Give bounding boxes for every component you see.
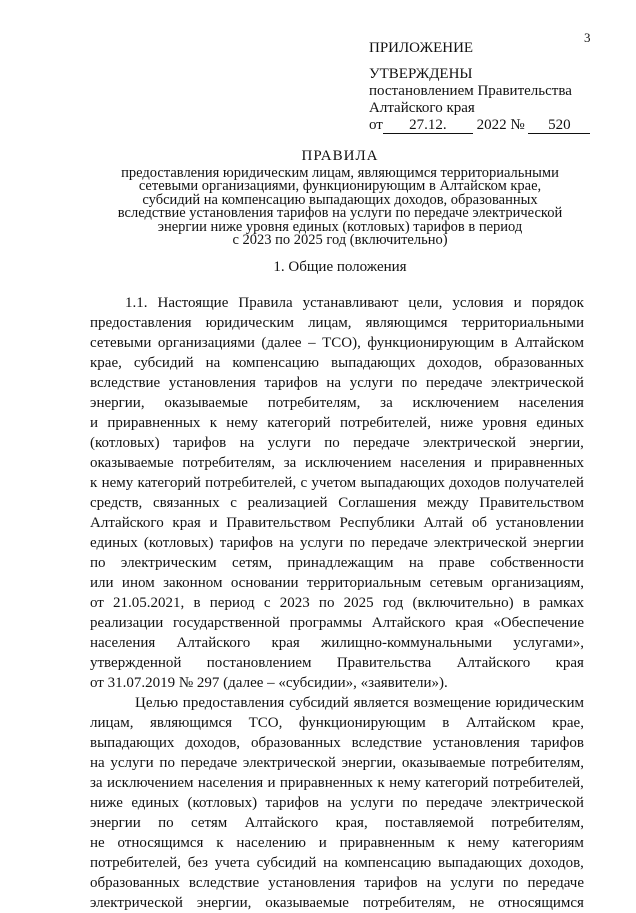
body-word: относящимся xyxy=(498,895,584,911)
body-word: Алтайском xyxy=(514,335,584,351)
body-word: (котловых) xyxy=(90,435,160,451)
body-word: единых xyxy=(90,535,138,551)
body-word: за xyxy=(90,775,103,791)
body-word: Алтай xyxy=(423,515,464,531)
body-word: потребителям, xyxy=(491,815,584,831)
body-word: выпадающих xyxy=(331,355,416,371)
body-word: населения xyxy=(90,635,156,651)
body-word: услугами», xyxy=(513,635,584,651)
body-word: юридическим xyxy=(205,315,295,331)
rules-subtitle-line: с 2023 по 2025 год (включительно) xyxy=(232,232,448,249)
body-word: Алтайского xyxy=(176,635,251,651)
body-word: к xyxy=(447,835,455,851)
body-word: услуги xyxy=(350,795,394,811)
body-word: основании xyxy=(230,575,299,591)
body-word: тарифов xyxy=(364,875,418,891)
body-word: субсидий xyxy=(133,355,194,371)
body-word: населению xyxy=(236,835,306,851)
body-word: по xyxy=(90,555,106,571)
body-line xyxy=(90,613,584,633)
body-word: электрической xyxy=(242,755,336,771)
body-word: (включительно) xyxy=(412,595,514,611)
body-word: Республики xyxy=(339,515,415,531)
body-word: края xyxy=(455,615,484,631)
body-line xyxy=(90,493,584,513)
body-word: Алтайского xyxy=(90,515,164,531)
body-word: предоставления xyxy=(90,315,192,331)
body-word: Соглашения xyxy=(338,495,417,511)
body-word: на xyxy=(205,355,221,371)
body-word: компенсацию xyxy=(344,855,432,871)
body-word: Правительства xyxy=(336,655,432,671)
body-word: крае, xyxy=(90,355,122,371)
body-word: и xyxy=(267,775,276,791)
body-word: края, xyxy=(335,815,368,831)
body-word: тарифов xyxy=(219,535,273,551)
appendix-block xyxy=(369,40,590,134)
body-word: энергии, xyxy=(196,895,252,911)
body-word: исключением xyxy=(305,455,392,471)
body-word: Алтайского xyxy=(371,615,446,631)
body-line xyxy=(90,313,584,333)
body-word: тарифов xyxy=(530,735,584,751)
body-word: энергии, xyxy=(529,435,584,451)
body-word: потребителей, xyxy=(492,775,584,791)
body-word: по xyxy=(324,435,340,451)
body-word: сетевым xyxy=(429,575,483,591)
body-word: поставляемой xyxy=(385,815,474,831)
body-word: с xyxy=(263,595,271,611)
body-line xyxy=(90,793,584,813)
body-word: за xyxy=(283,455,297,471)
body-word: в xyxy=(500,335,508,351)
body-word: (далее xyxy=(261,335,302,351)
body-word: нему xyxy=(467,835,500,851)
body-word: к xyxy=(216,835,224,851)
region-line: Алтайского края xyxy=(369,100,475,116)
body-word: электрической xyxy=(433,535,527,551)
body-word: относящимся xyxy=(117,835,204,851)
rules-subtitle-line: сетевыми организациями, функционирующим в Алтайском крае, xyxy=(138,178,542,195)
approved-by-line: постановлением Правительства xyxy=(369,83,572,99)
body-word: населения xyxy=(197,775,264,791)
body-word: являющимся xyxy=(150,715,233,731)
body-word: приравненных xyxy=(107,415,201,431)
body-word: средств, xyxy=(90,495,143,511)
body-word: субсидий xyxy=(256,855,317,871)
body-word: потребителям, xyxy=(491,755,584,771)
body-word: по xyxy=(402,795,418,811)
body-word: период xyxy=(209,595,255,611)
body-word: услуги xyxy=(267,435,311,451)
body-word: доходов, xyxy=(427,355,483,371)
body-word: на xyxy=(426,875,442,891)
body-word: вследствие xyxy=(351,735,422,751)
appendix-title: ПРИЛОЖЕНИЕ xyxy=(369,40,474,56)
body-line xyxy=(90,733,584,753)
body-word: Алтайского xyxy=(244,815,319,831)
body-word: оказываемые xyxy=(164,395,248,411)
body-word: электрической xyxy=(491,375,584,391)
body-word: услуги xyxy=(349,375,394,391)
body-word: связанных xyxy=(152,495,220,511)
body-word: ТСО, xyxy=(248,715,283,731)
body-word: выпадающих xyxy=(360,475,445,491)
body-word: уровня xyxy=(482,415,527,431)
body-word: приравненных xyxy=(490,455,584,471)
body-word: Правила xyxy=(238,295,293,311)
body-word: «заявители»). xyxy=(360,675,448,691)
body-word: принадлежащим xyxy=(287,555,394,571)
body-word: передаче xyxy=(180,755,238,771)
body-word: доходов, xyxy=(529,855,584,871)
body-word: (котловых) xyxy=(187,795,258,811)
body-word: по xyxy=(349,535,366,551)
body-word: передаче xyxy=(527,875,584,891)
body-word: услуги xyxy=(450,875,494,891)
body-word: оказываемые xyxy=(401,755,486,771)
body-line xyxy=(90,673,584,693)
body-word: учетом xyxy=(311,475,357,491)
body-word: жилищно-коммунальными xyxy=(321,635,492,651)
body-word: функционирующим xyxy=(367,335,495,351)
body-word: на xyxy=(90,755,105,771)
body-word: электрическим xyxy=(120,555,217,571)
body-line xyxy=(90,413,584,433)
body-word: приравненных xyxy=(279,775,374,791)
body-word: за xyxy=(380,395,393,411)
body-word: энергии xyxy=(90,815,141,831)
body-line xyxy=(90,513,584,533)
body-word: 2023 xyxy=(279,595,310,611)
body-word: реализации xyxy=(90,615,164,631)
body-word: нему xyxy=(389,775,421,791)
body-word: в xyxy=(522,595,530,611)
body-word: 2025 xyxy=(343,595,374,611)
body-word: – xyxy=(267,675,279,691)
rules-title: ПРАВИЛА xyxy=(301,148,379,164)
body-line xyxy=(90,393,584,413)
body-word: тарифов xyxy=(173,435,227,451)
body-line xyxy=(90,633,584,653)
body-word: учета xyxy=(214,855,250,871)
body-line xyxy=(90,293,584,313)
body-word: с xyxy=(300,475,308,491)
body-word: оказываемые xyxy=(265,895,349,911)
date-value: 27.12. xyxy=(383,117,473,134)
year-value: 2022 № xyxy=(476,117,525,133)
body-word: населения xyxy=(400,455,466,471)
body-word: электрической xyxy=(490,795,584,811)
body-word: (далее xyxy=(223,675,268,691)
body-word: получателей xyxy=(504,475,584,491)
body-word: населения xyxy=(518,395,584,411)
body-word: по xyxy=(159,755,175,771)
body-word: энергии, xyxy=(90,395,145,411)
rules-subtitle-line: субсидий на компенсацию выпадающих доходов, образованных xyxy=(142,191,538,208)
body-word: юридическим xyxy=(495,695,584,711)
body-word: категорий xyxy=(425,775,489,791)
body-word: потребителей, xyxy=(339,415,431,431)
body-word: 21.05.2021, xyxy=(113,595,185,611)
body-word: энергии, xyxy=(341,755,397,771)
body-word: организациям, xyxy=(491,575,584,591)
body-word: на xyxy=(408,555,424,571)
body-word: категориям xyxy=(512,835,584,851)
body-word: территориальным xyxy=(306,575,422,591)
body-word: субсидий xyxy=(289,695,349,711)
body-word: утвержденной xyxy=(90,655,182,671)
body-word: образованных xyxy=(90,875,180,891)
body-line xyxy=(90,433,584,453)
body-word: установления xyxy=(168,375,256,391)
body-word: устанавливают xyxy=(302,295,399,311)
body-word: исключением xyxy=(106,775,194,791)
body-word: передаче xyxy=(425,375,483,391)
body-word: ином xyxy=(121,575,155,591)
approved-label: УТВЕРЖДЕНЫ xyxy=(369,66,473,82)
body-word: государственной xyxy=(173,615,280,631)
body-word: законном xyxy=(163,575,223,591)
body-word: ниже xyxy=(440,415,474,431)
body-word: тарифов xyxy=(265,795,319,811)
body-word: к xyxy=(209,415,218,431)
body-word: реализацией xyxy=(247,495,328,511)
body-word: порядок xyxy=(531,295,584,311)
body-word: лицам, xyxy=(90,715,134,731)
body-word: вследствие xyxy=(90,375,161,391)
body-word: 31.07.2019 xyxy=(107,675,179,691)
body-word: являющимся xyxy=(365,315,448,331)
body-word: вследствие xyxy=(188,875,260,891)
body-line xyxy=(90,533,584,553)
body-word: исключением xyxy=(412,395,499,411)
body-word: ТСО), xyxy=(322,335,361,351)
body-line xyxy=(90,873,584,893)
rules-subtitle-line: предоставления юридическим лицам, являющимся территориальными xyxy=(121,165,559,181)
body-word: по xyxy=(502,875,519,891)
body-word: и xyxy=(90,415,99,431)
body-word: Целью xyxy=(135,695,179,711)
body-word: Правительством xyxy=(226,515,331,531)
body-word: на xyxy=(279,535,294,551)
body-word: с xyxy=(230,495,237,511)
body-word: крае, xyxy=(552,715,584,731)
body-word: территориальными xyxy=(461,315,584,331)
section-heading: 1. Общие положения xyxy=(273,259,407,275)
body-line xyxy=(90,553,584,573)
body-word: потребителей, xyxy=(90,855,182,871)
body-line xyxy=(90,333,584,353)
body-word: установления xyxy=(432,735,520,751)
body-line xyxy=(90,353,584,373)
body-word: сетям, xyxy=(232,555,272,571)
body-word: праве xyxy=(438,555,475,571)
body-word: постановлением xyxy=(206,655,312,671)
body-word: между xyxy=(427,495,469,511)
body-line xyxy=(90,853,584,873)
body-word: программы xyxy=(289,615,363,631)
body-word: – xyxy=(308,335,316,351)
body-word: Алтайского xyxy=(456,655,531,671)
body-word: цели, xyxy=(408,295,443,311)
body-word: по xyxy=(318,595,335,611)
body-word: выпадающих xyxy=(90,735,175,751)
body-word: компенсацию xyxy=(232,355,320,371)
body-word: рамках xyxy=(539,595,584,611)
body-line xyxy=(90,453,584,473)
body-word: категорий xyxy=(137,475,201,491)
body-line xyxy=(90,373,584,393)
body-word: передаче xyxy=(371,535,428,551)
body-word: и xyxy=(513,295,522,311)
body-word: функционирующим xyxy=(298,715,426,731)
body-word: края xyxy=(172,515,201,531)
rules-subtitle-line: энергии ниже уровня единых (котловых) тарифов в период xyxy=(157,218,523,235)
body-word: на xyxy=(239,435,255,451)
date-line xyxy=(369,117,590,134)
body-word: электрической xyxy=(423,435,516,451)
body-word: в xyxy=(442,715,450,731)
decree-number: 520 xyxy=(528,117,590,134)
body-word: организациями xyxy=(157,335,255,351)
body-word: в xyxy=(193,595,201,611)
body-word: Правительством xyxy=(479,495,584,511)
body-word: услуги xyxy=(300,535,344,551)
body-word: и xyxy=(318,835,327,851)
body-word: потребителей, xyxy=(205,475,297,491)
body-word: 297 xyxy=(196,675,224,691)
body-line xyxy=(90,653,584,673)
body-word: сетям xyxy=(191,815,228,831)
body-word: или xyxy=(90,575,114,591)
date-prefix: от xyxy=(369,117,383,133)
body-word: собственности xyxy=(490,555,584,571)
body-word: доходов, xyxy=(185,735,241,751)
body-word: потребителям, xyxy=(267,395,361,411)
body-word: установления xyxy=(268,875,356,891)
body-word: электрической xyxy=(90,895,183,911)
body-word: передаче xyxy=(426,795,483,811)
body-word: к xyxy=(377,775,385,791)
body-line xyxy=(90,893,584,913)
body-word: на xyxy=(323,855,338,871)
body-line xyxy=(90,813,584,833)
body-word: «субсидии», xyxy=(278,675,361,691)
body-word: ниже xyxy=(90,795,123,811)
body-word: к xyxy=(90,475,98,491)
body-word: потребителям, xyxy=(362,895,456,911)
body-word: предоставления xyxy=(182,695,285,711)
body-line xyxy=(90,713,584,733)
rules-subtitle-line: вследствие установления тарифов на услуги по передаче электрической xyxy=(117,205,563,222)
body-word: нему xyxy=(226,415,258,431)
body-line xyxy=(90,573,584,593)
body-word: не xyxy=(90,835,105,851)
body-word: не xyxy=(469,895,485,911)
body-word: и xyxy=(474,455,483,471)
body-word: энергии xyxy=(533,535,584,551)
body-word: Алтайском xyxy=(465,715,536,731)
body-word: образованных xyxy=(494,355,584,371)
body-word: 1.1. xyxy=(125,295,148,311)
body-word: по xyxy=(401,375,418,391)
body-word: оказываемые xyxy=(90,455,174,471)
body-word: от xyxy=(90,675,108,691)
body-line xyxy=(90,593,584,613)
body-word: по xyxy=(158,815,174,831)
body-word: нему xyxy=(101,475,134,491)
body-word: тарифов xyxy=(264,375,318,391)
body-word: Настоящие xyxy=(157,295,229,311)
body-word: установлении xyxy=(495,515,584,531)
body-word: является xyxy=(353,695,409,711)
body-word: выпадающих xyxy=(438,855,523,871)
body-line xyxy=(90,833,584,853)
body-word: единых xyxy=(131,795,180,811)
body-word: и xyxy=(209,515,218,531)
body-word: категорий xyxy=(267,415,331,431)
rules-title-block xyxy=(60,148,620,247)
page-number: 3 xyxy=(584,30,591,45)
body-word: возмещение xyxy=(413,695,491,711)
body-word: потребителям, xyxy=(182,455,276,471)
body-word: об xyxy=(471,515,488,531)
body-word: края xyxy=(271,635,300,651)
body-word: без xyxy=(187,855,208,871)
body-line xyxy=(90,693,584,713)
body-word: единых xyxy=(536,415,584,431)
body-word: «Обеспечение xyxy=(493,615,584,631)
body-word: на xyxy=(326,375,342,391)
body-word: лицам, xyxy=(308,315,352,331)
body-word: образованных xyxy=(250,735,341,751)
body-line xyxy=(90,773,584,793)
body-word: год xyxy=(382,595,404,611)
body-word: на xyxy=(327,795,342,811)
body-line xyxy=(90,473,584,493)
body-line xyxy=(90,753,584,773)
body-word: № xyxy=(178,675,197,691)
body-word: доходов xyxy=(449,475,501,491)
body-word: (котловых) xyxy=(143,535,214,551)
body-word: края xyxy=(555,655,584,671)
body-word: от xyxy=(90,595,104,611)
body-word: условия xyxy=(452,295,504,311)
body-word: передаче xyxy=(353,435,410,451)
body-text xyxy=(90,293,584,913)
body-word: приравненным xyxy=(339,835,435,851)
body-word: сетевыми xyxy=(90,335,152,351)
body-word: услуги xyxy=(110,755,154,771)
